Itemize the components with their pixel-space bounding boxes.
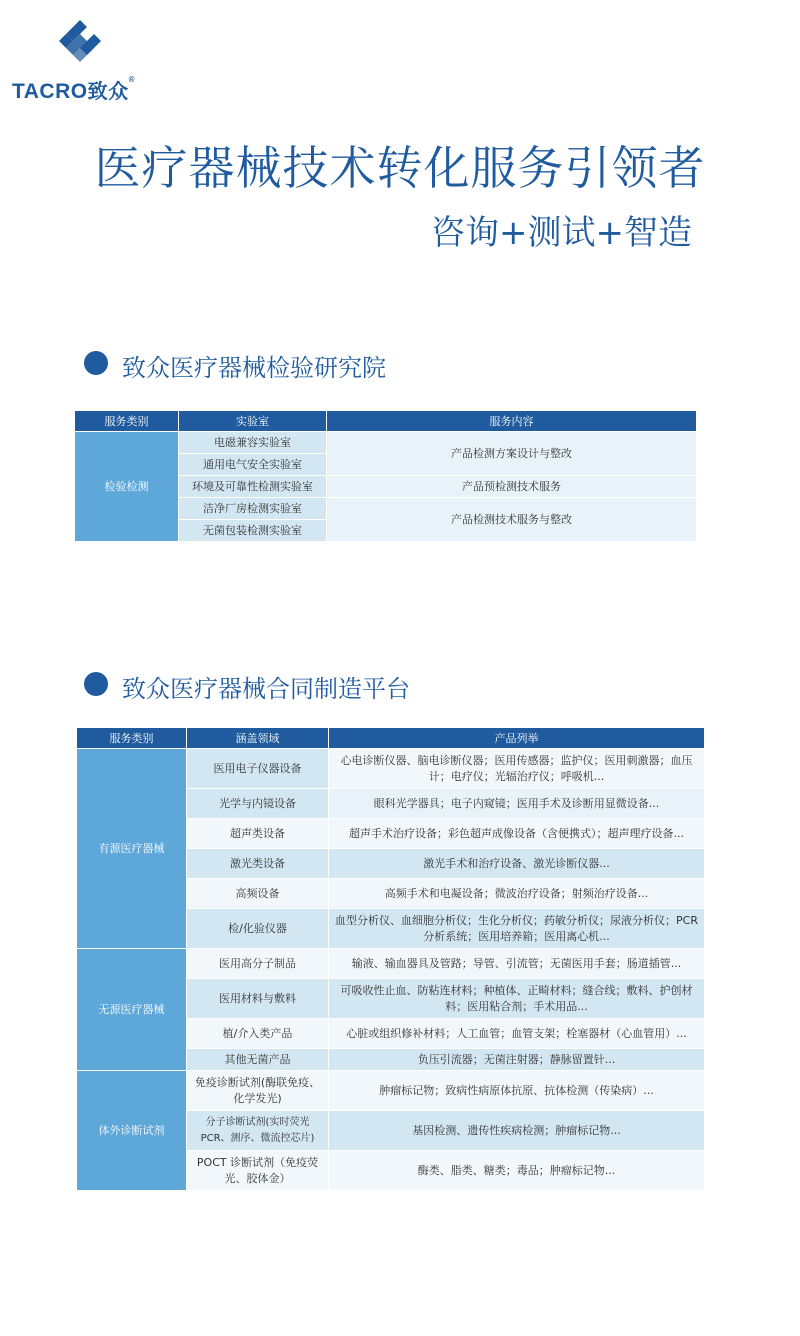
category-cell: 体外诊断试剂 <box>77 1071 187 1191</box>
table-row <box>77 1071 705 1111</box>
field-cell: 检/化验仪器 <box>187 909 329 949</box>
bullet-dot-icon <box>84 351 108 375</box>
table-row <box>77 749 705 789</box>
products-cell: 负压引流器；无菌注射器；静脉留置针... <box>329 1049 705 1071</box>
table-row <box>77 949 705 979</box>
field-cell: POCT 诊断试剂（免疫荧光、胶体金） <box>187 1151 329 1191</box>
lab-cell: 环境及可靠性检测实验室 <box>179 476 327 498</box>
products-cell: 酶类、脂类、糖类；毒品；肿瘤标记物... <box>329 1151 705 1191</box>
lab-cell: 电磁兼容实验室 <box>179 432 327 454</box>
products-cell: 心脏或组织修补材料；人工血管；血管支架；栓塞器材（心血管用）... <box>329 1019 705 1049</box>
service-cell: 产品检测方案设计与整改 <box>327 432 697 476</box>
field-cell: 光学与内镜设备 <box>187 789 329 819</box>
lab-cell: 通用电气安全实验室 <box>179 454 327 476</box>
products-cell: 心电诊断仪器、脑电诊断仪器；医用传感器；监护仪；医用刺激器；血压计；电疗仪；光辐治疗仪；呼吸机... <box>329 749 705 789</box>
lab-cell: 无菌包装检测实验室 <box>179 520 327 542</box>
field-cell: 激光类设备 <box>187 849 329 879</box>
column-header: 服务类别 <box>75 411 179 432</box>
products-cell: 血型分析仪、血细胞分析仪；生化分析仪；药敏分析仪；尿液分析仪；PCR 分析系统；医用培养箱；医用离心机... <box>329 909 705 949</box>
products-cell: 超声手术治疗设备；彩色超声成像设备（含便携式）；超声理疗设备... <box>329 819 705 849</box>
field-cell: 医用高分子制品 <box>187 949 329 979</box>
column-header: 服务内容 <box>327 411 697 432</box>
field-cell: 其他无菌产品 <box>187 1049 329 1071</box>
service-cell: 产品检测技术服务与整改 <box>327 498 697 542</box>
field-cell: 免疫诊断试剂(酶联免疫、化学发光) <box>187 1071 329 1111</box>
testing-institute-table <box>74 410 697 542</box>
products-cell: 高频手术和电凝设备；微波治疗设备；射频治疗设备... <box>329 879 705 909</box>
field-cell: 植/介入类产品 <box>187 1019 329 1049</box>
products-cell: 基因检测、遗传性疾病检测；肿瘤标记物... <box>329 1111 705 1151</box>
products-cell: 激光手术和治疗设备、激光诊断仪器... <box>329 849 705 879</box>
service-cell: 产品预检测技术服务 <box>327 476 697 498</box>
logo-wordmark: TACRO致众® <box>12 75 136 103</box>
tacro-logo-mark-icon <box>54 20 106 68</box>
lab-cell: 洁净厂房检测实验室 <box>179 498 327 520</box>
table-header-row <box>77 728 705 749</box>
category-cell: 无源医疗器械 <box>77 949 187 1071</box>
page-title: 医疗器械技术转化服务引领者 <box>94 141 706 195</box>
field-cell: 超声类设备 <box>187 819 329 849</box>
table-row <box>75 432 697 454</box>
column-header: 涵盖领域 <box>187 728 329 749</box>
field-cell: 医用材料与敷料 <box>187 979 329 1019</box>
products-cell: 输液、输血器具及管路；导管、引流管；无菌医用手套；肠道插管... <box>329 949 705 979</box>
bullet-dot-icon <box>84 672 108 696</box>
field-cell: 分子诊断试剂(实时荧光 PCR、测序、微流控芯片) <box>187 1111 329 1151</box>
field-cell: 高频设备 <box>187 879 329 909</box>
section-title: 致众医疗器械检验研究院 <box>122 354 386 382</box>
category-cell: 有源医疗器械 <box>77 749 187 949</box>
category-cell: 检验检测 <box>75 432 179 542</box>
section-title: 致众医疗器械合同制造平台 <box>122 675 410 703</box>
page-subtitle: 咨询+测试+智造 <box>431 213 692 253</box>
field-cell: 医用电子仪器设备 <box>187 749 329 789</box>
products-cell: 可吸收性止血、防粘连材料；种植体、正畸材料；缝合线；敷料、护创材料；医用粘合剂；手术用品... <box>329 979 705 1019</box>
column-header: 服务类别 <box>77 728 187 749</box>
column-header: 实验室 <box>179 411 327 432</box>
column-header: 产品列举 <box>329 728 705 749</box>
products-cell: 眼科光学器具；电子内窥镜；医用手术及诊断用显微设备... <box>329 789 705 819</box>
manufacturing-platform-table <box>76 727 705 1191</box>
tacro-logo <box>12 20 162 103</box>
products-cell: 肿瘤标记物；致病性病原体抗原、抗体检测（传染病）... <box>329 1071 705 1111</box>
table-header-row <box>75 411 697 432</box>
